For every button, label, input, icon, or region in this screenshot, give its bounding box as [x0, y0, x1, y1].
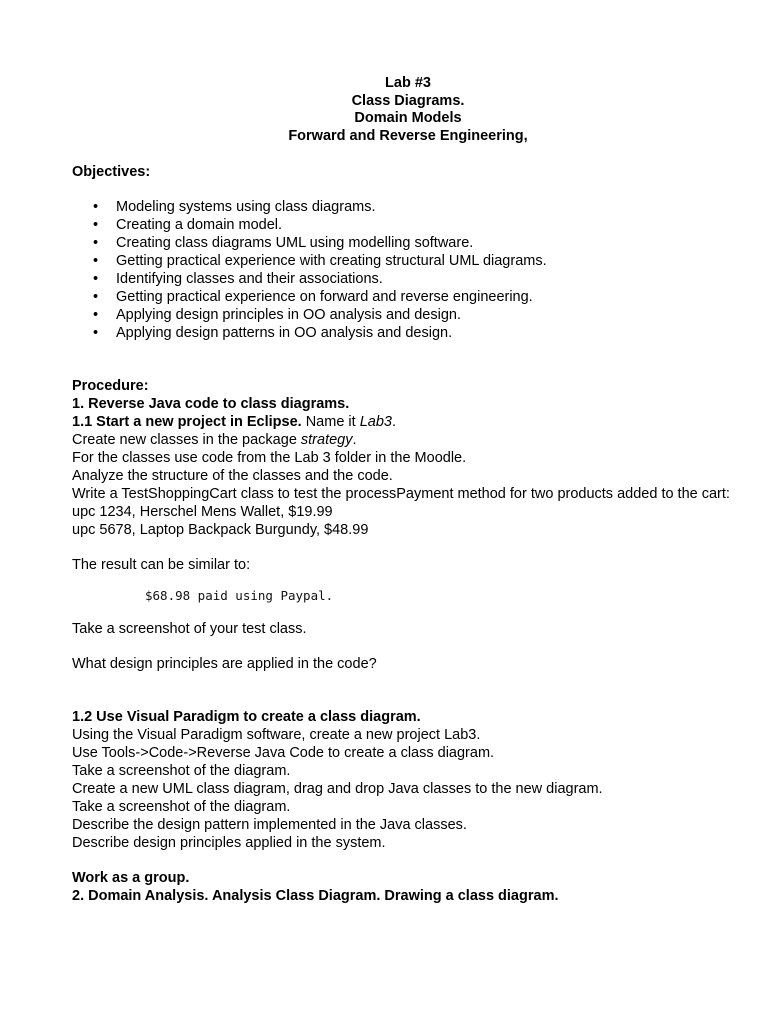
s12-line: Describe the design pattern implemented in the Java classes. — [72, 817, 467, 833]
s12-line: Take a screenshot of the diagram. — [72, 763, 291, 779]
document-page — [72, 74, 732, 905]
title-line-2: Class Diagrams. — [351, 92, 465, 109]
objective-item: • Applying design patterns in OO analysis and design. — [72, 324, 732, 342]
objective-item: • Creating class diagrams UML using modelling software. — [72, 234, 732, 252]
procedure-heading: Procedure: — [72, 378, 149, 394]
title-line-1: Lab #3 — [385, 75, 431, 91]
use-code-line: For the classes use code from the Lab 3 folder in the Moodle. — [72, 450, 467, 466]
objective-item: • Getting practical experience on forward and reverse engineering. — [72, 288, 732, 306]
title-line-3: Domain Models — [354, 110, 462, 126]
subsection-1-2-heading: 1.2 Use Visual Paradigm to create a class diagram. — [72, 709, 421, 725]
title-line-4: Forward and Reverse Engineering, — [288, 127, 528, 144]
period: . — [391, 414, 396, 430]
document-title — [72, 74, 732, 144]
s12-line: Describe design principles applied in the system. — [72, 835, 386, 851]
section-2-heading: 2. Domain Analysis. Analysis Class Diagram. Drawing a class diagram. — [72, 888, 559, 904]
s12-line: Using the Visual Paradigm software, create a new project Lab3. — [72, 727, 481, 743]
product-1-line: upc 1234, Herschel Mens Wallet, $19.99 — [72, 504, 333, 520]
s12-line: Create a new UML class diagram, drag and drop Java classes to the new diagram. — [72, 781, 603, 797]
objectives-list — [72, 198, 732, 342]
project-name: Lab3 — [359, 414, 392, 430]
objective-item: • Modeling systems using class diagrams. — [72, 198, 732, 216]
screenshot-test-line: Take a screenshot of your test class. — [72, 621, 307, 637]
section-1-heading: 1. Reverse Java code to class diagrams. — [72, 396, 350, 412]
objectives-heading: Objectives: — [72, 164, 151, 180]
objective-item: • Getting practical experience with creating structural UML diagrams. — [72, 252, 732, 270]
group-work-heading: Work as a group. — [72, 870, 190, 886]
procedure-section — [72, 377, 732, 905]
write-test-line: Write a TestShoppingCart class to test the processPayment method for two products added to the cart: — [72, 486, 730, 502]
create-classes-line — [72, 431, 732, 449]
period: . — [352, 432, 357, 448]
subsection-1-1-line — [72, 413, 732, 431]
analyze-line: Analyze the structure of the classes and the code. — [72, 468, 393, 484]
name-it-text: Name it — [301, 414, 360, 430]
subsection-1-1-heading: 1.1 Start a new project in Eclipse. — [72, 414, 302, 430]
s12-line: Use Tools->Code->Reverse Java Code to create a class diagram. — [72, 745, 495, 761]
result-intro-line: The result can be similar to: — [72, 557, 251, 573]
objective-item: • Identifying classes and their associations. — [72, 270, 732, 288]
objective-item: • Applying design principles in OO analysis and design. — [72, 306, 732, 324]
package-name: strategy — [300, 432, 353, 448]
objective-item: • Creating a domain model. — [72, 216, 732, 234]
create-classes-text: Create new classes in the package — [72, 432, 301, 448]
design-principles-question: What design principles are applied in the code? — [72, 656, 377, 672]
product-2-line: upc 5678, Laptop Backpack Burgundy, $48.99 — [72, 522, 369, 538]
s12-line: Take a screenshot of the diagram. — [72, 799, 291, 815]
console-output: $68.98 paid using Paypal. — [145, 588, 334, 603]
